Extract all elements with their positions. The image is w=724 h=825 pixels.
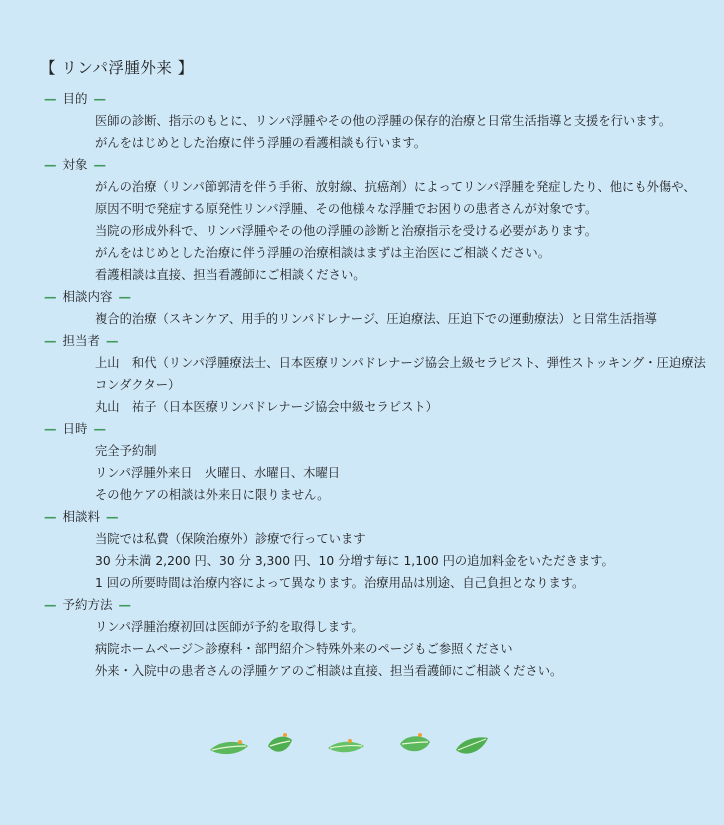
section-label: 対象	[62, 157, 88, 172]
body-line: 原因不明で発症する原発性リンパ浮腫、その他様々な浮腫でお困りの患者さんが対象です。	[95, 202, 598, 216]
page-title: 【 リンパ浮腫外来 】	[40, 59, 194, 77]
dash-decoration: —	[44, 509, 57, 524]
dash-decoration: —	[106, 509, 119, 524]
body-line: 30 分未満 2,200 円、30 分 3,300 円、10 分増す毎に 1,100 円の追加料金をいただきます。	[95, 554, 614, 568]
body-line: がんの治療（リンパ節郭清を伴う手術、放射線、抗癌剤）によってリンパ浮腫を発症したり、他にも外傷や、	[95, 180, 696, 194]
section-heading-schedule	[0, 418, 724, 440]
body-line: リンパ浮腫外来日 火曜日、水曜日、木曜日	[95, 466, 341, 480]
dash-decoration: —	[44, 91, 57, 106]
body-line: 上山 和代（リンパ浮腫療法士、日本医療リンパドレナージ協会上級セラピスト、弾性ストッキング・圧迫療法	[95, 356, 706, 370]
section-heading-fee	[0, 506, 724, 528]
dash-decoration: —	[44, 157, 57, 172]
section-label: 相談料	[62, 509, 101, 524]
dash-decoration: —	[93, 91, 107, 106]
body-line: 医師の診断、指示のもとに、リンパ浮腫やその他の浮腫の保存的治療と日常生活指導と支援を行います。	[95, 114, 672, 128]
section-label: 担当者	[62, 333, 101, 348]
content	[0, 88, 724, 682]
section-heading-target	[0, 154, 724, 176]
body-line: 完全予約制	[95, 444, 157, 458]
body-line: 1 回の所要時間は治療内容によって異なります。治療用品は別途、自己負担となります。	[95, 576, 585, 590]
body-line: コンダクター）	[95, 378, 181, 392]
dash-decoration: —	[93, 157, 107, 172]
leaf-icon	[266, 732, 294, 758]
section-heading-consultation	[0, 286, 724, 308]
section-heading-reservation	[0, 594, 724, 616]
dash-decoration: —	[93, 421, 107, 436]
dash-decoration: —	[44, 421, 57, 436]
dash-decoration: —	[118, 289, 132, 304]
leaf-icon	[208, 738, 250, 758]
body-line: 当院の形成外科で、リンパ浮腫やその他の浮腫の診断と治療指示を受ける必要があります。	[95, 224, 598, 238]
section-label: 予約方法	[62, 597, 113, 612]
section-label: 日時	[62, 421, 88, 436]
body-line: リンパ浮腫治療初回は医師が予約を取得します。	[95, 620, 364, 634]
dash-decoration: —	[106, 333, 119, 348]
dash-decoration: —	[44, 333, 57, 348]
section-label: 目的	[62, 91, 88, 106]
body-line: がんをはじめとした治療に伴う浮腫の看護相談も行います。	[95, 136, 427, 150]
leaf-icon	[454, 734, 490, 758]
leaf-icon	[398, 732, 432, 756]
body-line: 外来・入院中の患者さんの浮腫ケアのご相談は直接、担当看護師にご相談ください。	[95, 664, 563, 678]
dash-decoration: —	[118, 597, 132, 612]
body-line: 複合的治療（スキンケア、用手的リンパドレナージ、圧迫療法、圧迫下での運動療法）と日常生活指導	[95, 312, 657, 326]
body-line: がんをはじめとした治療に伴う浮腫の治療相談はまずは主治医にご相談ください。	[95, 246, 550, 260]
dash-decoration: —	[44, 597, 57, 612]
body-line: 病院ホームページ＞診療科・部門紹介＞特殊外来のページもご参照ください	[95, 642, 513, 656]
section-heading-staff	[0, 330, 724, 352]
section-label: 相談内容	[62, 289, 113, 304]
body-line: その他ケアの相談は外来日に限りません。	[95, 488, 330, 502]
body-line: 看護相談は直接、担当看護師にご相談ください。	[95, 268, 366, 282]
section-heading-purpose	[0, 88, 724, 110]
body-line: 丸山 祐子（日本医療リンパドレナージ協会中級セラピスト）	[95, 400, 438, 414]
leaf-decoration	[0, 728, 724, 768]
dash-decoration: —	[44, 289, 57, 304]
body-line: 当院では私費（保険治療外）診療で行っています	[95, 532, 366, 546]
leaf-icon	[326, 738, 366, 756]
